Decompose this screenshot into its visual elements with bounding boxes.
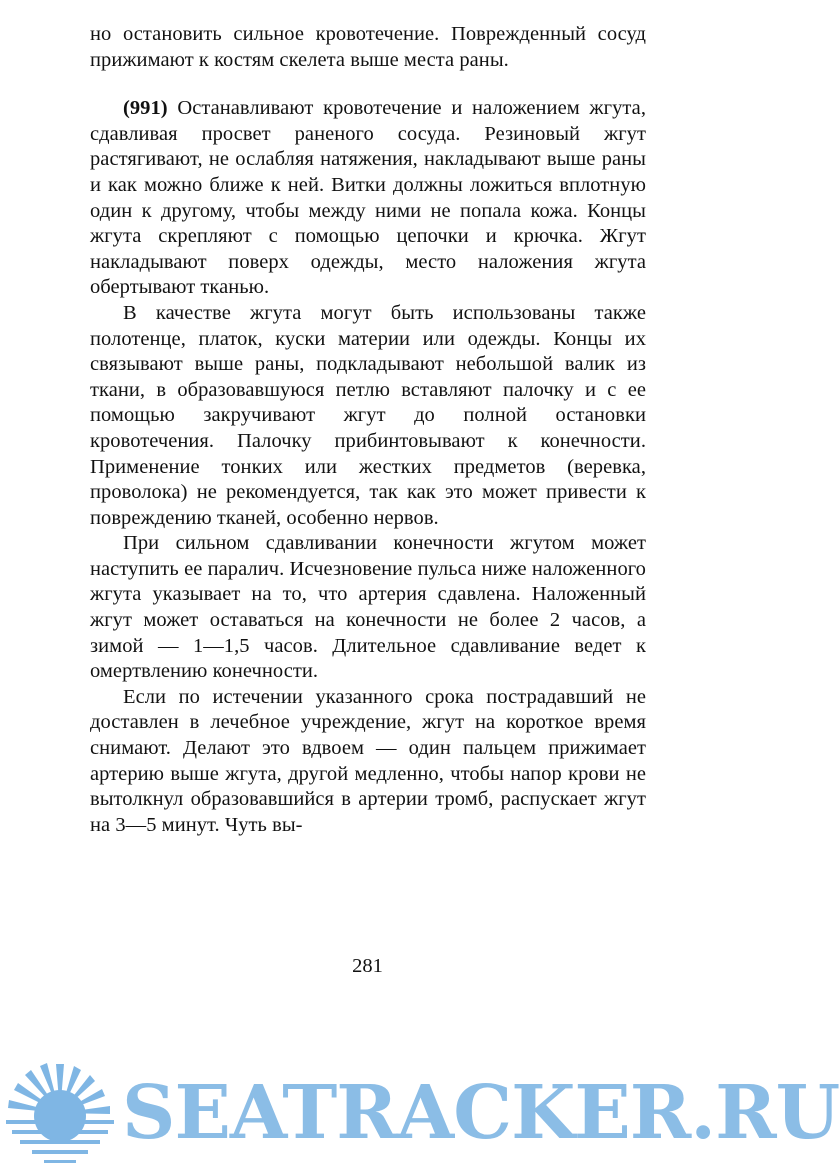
- watermark-text: SEATRACKER.RU: [122, 1070, 839, 1156]
- paragraph-paralysis: При сильном сдавливании конечности жгутом может наступить ее паралич. Исчезновение пульса ниже наложенного жгута указывает на то, что артерия сдавлена. Наложенный жгут может оставаться на конечности не более 2 часов, а зимой — 1—1,5 часов. Длительное сдавливание ведет к омертвлению конечности.: [90, 532, 646, 683]
- paragraph-continuation: но остановить сильное кровотечение. Поврежденный сосуд прижимают к костям скелета выше места раны.: [90, 23, 646, 71]
- paragraph-991: [90, 96, 646, 301]
- paragraph-removal: Если по истечении указанного срока пострадавший не доставлен в лечебное учреждение, жгут на короткое время снимают. Делают это вдвоем — один пальцем прижимает артерию выше жгута, другой медленно, чтобы напор крови не вытолкнул образовавшийся в артерии тромб, распускает жгут на 3—5 минут. Чуть вы-: [90, 685, 646, 836]
- sun-icon: [4, 1060, 116, 1166]
- document-page: [90, 22, 646, 838]
- paragraph-improvised-tourniquet: В качестве жгута могут быть использованы также полотенце, платок, куски материи или одежды. Концы их связывают выше раны, подкладывают небольшой валик из ткани, в образовавшуюся петлю вставляют палочку и с ее помощью закручивают жгут до полной остановки кровотечения. Палочку прибинтовывают к конечности. Применение тонких или жестких предметов (веревка, проволока) не рекомендуется, так как это может привести к повреждению тканей, особенно нервов.: [90, 301, 646, 529]
- paragraph-991-text: Останавливают кровотечение и наложением жгута, сдавливая просвет раненого сосуда. Резиновый жгут растягивают, не ослабляя натяжения, накладывают выше раны и как можно ближе к ней. Витки должны ложиться вплотную один к другому, чтобы между ними не попала кожа. Концы жгута скрепляют с помощью цепочки и крючка. Жгут накладывают поверх одежды, место наложения жгута обертывают тканью.: [90, 97, 646, 299]
- page-number: 281: [352, 955, 383, 977]
- watermark: [4, 1060, 839, 1166]
- section-number: (991): [123, 97, 168, 120]
